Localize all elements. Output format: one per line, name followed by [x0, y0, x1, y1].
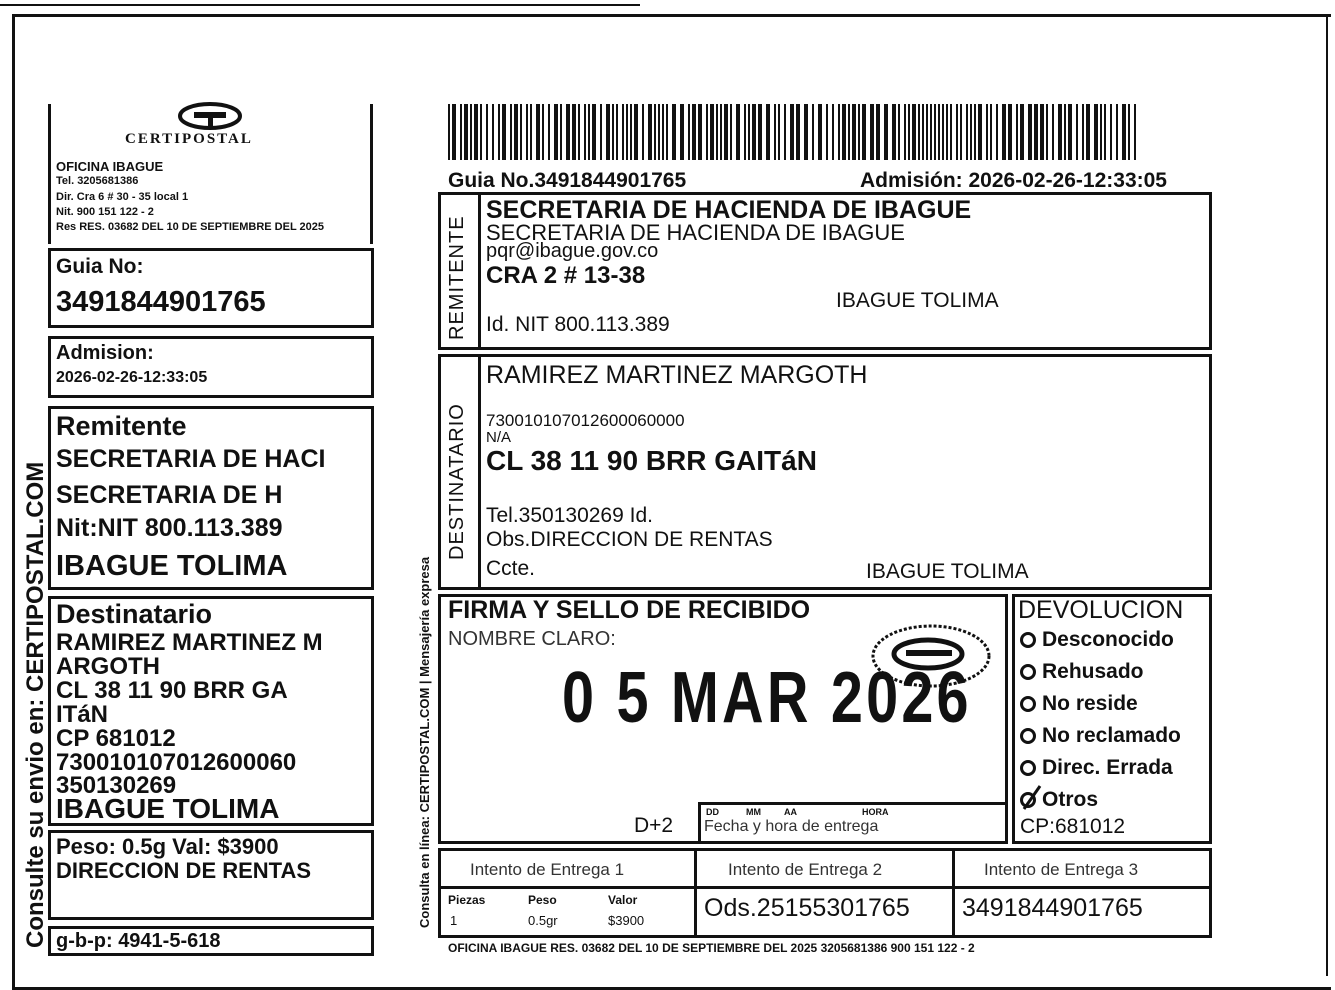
- barcode-bar: [622, 104, 624, 160]
- barcode-bar: [990, 104, 992, 160]
- office-tel: Tel. 3205681386: [56, 175, 139, 187]
- barcode-bar: [716, 104, 718, 160]
- barcode-bar: [654, 104, 656, 160]
- barcode-bar: [606, 104, 610, 160]
- option-label: Rehusado: [1042, 660, 1144, 683]
- barcode-bar: [1110, 104, 1112, 160]
- barcode-bar: [1104, 104, 1106, 160]
- office-name: OFICINA IBAGUE: [56, 159, 164, 174]
- gbp-code: g-b-p: 4941-5-618: [56, 930, 221, 952]
- left-top-border: [48, 104, 51, 244]
- barcode-bar: [720, 104, 722, 160]
- barcode-bar: [460, 104, 462, 160]
- barcode-bar: [1134, 104, 1136, 160]
- barcode-bar: [554, 104, 558, 160]
- top-edge-line: [0, 4, 640, 6]
- barcode-bar: [1116, 104, 1118, 160]
- barcode-bar: [1076, 104, 1078, 160]
- destinatario-tel: Tel.350130269 Id.: [486, 504, 653, 527]
- barcode-bar: [1034, 104, 1038, 160]
- barcode-bar: [1058, 104, 1062, 160]
- office-nit: Nit. 900 151 122 - 2: [56, 206, 154, 218]
- remitente-name: SECRETARIA DE HACIENDA DE IBAGUE: [486, 220, 905, 245]
- radio-icon: [1020, 632, 1036, 648]
- barcode-bar: [1082, 104, 1084, 160]
- barcode-bar: [626, 104, 628, 160]
- vertical-center-url: Consulta en línea: CERTIPOSTAL.COM | Mensajería expresa: [417, 556, 432, 928]
- barcode-bar: [1086, 104, 1090, 160]
- remitente-email: pqr@ibague.gov.co: [486, 240, 659, 262]
- intento-2-label: Intento de Entrega 2: [728, 860, 883, 879]
- barcode-bar: [520, 104, 522, 160]
- destinatario-na: N/A: [486, 429, 512, 446]
- destinatario-ccte: Ccte.: [486, 557, 536, 580]
- footer-text: OFICINA IBAGUE RES. 03682 DEL 10 DE SEPTIEMBRE DEL 2025 3205681386 900 151 122 - 2: [448, 941, 975, 955]
- peso-line: Peso: 0.5g Val: $3900: [56, 834, 279, 859]
- barcode-bar: [832, 104, 834, 160]
- barcode-bar: [1100, 104, 1102, 160]
- barcode-bar: [470, 104, 472, 160]
- devolucion-option-direc-errada[interactable]: [1020, 757, 1173, 778]
- barcode-bar: [560, 104, 562, 160]
- barcode-bar: [578, 104, 580, 160]
- destinatario-name: RAMIREZ MARTINEZ MARGOTH: [486, 361, 868, 389]
- barcode-bar: [588, 104, 590, 160]
- devolucion-option-desconocido[interactable]: [1020, 629, 1174, 650]
- barcode-bar: [950, 104, 952, 160]
- barcode-bar: [1040, 104, 1044, 160]
- barcode-bar: [930, 104, 932, 160]
- barcode-bar: [1052, 104, 1054, 160]
- intento-1-label: Intento de Entrega 1: [470, 860, 625, 879]
- barcode-bar: [842, 104, 846, 160]
- barcode-bar: [892, 104, 896, 160]
- barcode-bar: [692, 104, 696, 160]
- barcode-bar: [784, 104, 786, 160]
- devolucion-title: DEVOLUCION: [1018, 596, 1184, 624]
- left-destinatario-line: ITáN: [56, 701, 109, 728]
- barcode-bar: [942, 104, 944, 160]
- barcode-bar: [956, 104, 958, 160]
- barcode-bar: [510, 104, 512, 160]
- remitente-city: IBAGUE TOLIMA: [836, 289, 999, 312]
- piezas-label: Piezas: [448, 893, 486, 907]
- certipostal-logo: [160, 100, 310, 158]
- barcode-bar: [642, 104, 644, 160]
- stamp-date: 0 5 MAR 2026: [562, 658, 972, 738]
- barcode-bar: [1068, 104, 1072, 160]
- destinatario-side-label: DESTINATARIO: [446, 403, 468, 560]
- destinatario-obs: Obs.DIRECCION DE RENTAS: [486, 528, 773, 551]
- barcode-bar: [612, 104, 614, 160]
- barcode-bar: [946, 104, 948, 160]
- barcode-bar: [666, 104, 668, 160]
- vertical-consulte: Consulte su envio en: CERTIPOSTAL.COM: [22, 461, 49, 948]
- remitente-name-bold: SECRETARIA DE HACIENDA DE IBAGUE: [486, 196, 972, 224]
- barcode-bar: [616, 104, 618, 160]
- barcode-bar: [1094, 104, 1098, 160]
- remitente-id: Id. NIT 800.113.389: [486, 313, 670, 336]
- destinatario-city: IBAGUE TOLIMA: [866, 560, 1029, 583]
- barcode-bar: [938, 104, 940, 160]
- barcode-bar: [852, 104, 856, 160]
- left-destinatario-line: RAMIREZ MARTINEZ M: [56, 629, 323, 656]
- valor-label: Valor: [608, 893, 638, 907]
- barcode-bar: [448, 104, 450, 160]
- left-remitente-line: Nit:NIT 800.113.389: [56, 514, 283, 542]
- brand-name: CERTIPOSTAL: [125, 131, 253, 147]
- piezas-value: 1: [450, 913, 458, 928]
- guia-number: 3491844901765: [56, 286, 266, 318]
- right-edge-line: [1326, 16, 1328, 976]
- header-admision: Admisión: 2026-02-26-12:33:05: [860, 169, 1167, 192]
- barcode-bar: [908, 104, 910, 160]
- barcode-bar: [848, 104, 850, 160]
- barcode-bar: [688, 104, 690, 160]
- barcode-bar: [710, 104, 714, 160]
- barcode-bar: [752, 104, 756, 160]
- barcode-bar: [542, 104, 544, 160]
- peso-label-table: Peso: [528, 893, 557, 907]
- left-remitente-line: SECRETARIA DE HACI: [56, 445, 326, 473]
- firma-title: FIRMA Y SELLO DE RECIBIDO: [448, 596, 811, 624]
- barcode-bar: [862, 104, 866, 160]
- barcode-bar: [1020, 104, 1024, 160]
- office-dir: Dir. Cra 6 # 30 - 35 local 1: [56, 191, 189, 203]
- barcode-bar: [452, 104, 456, 160]
- barcode-bar: [548, 104, 550, 160]
- left-destinatario-line: IBAGUE TOLIMA: [56, 793, 280, 824]
- radio-icon: [1020, 696, 1036, 712]
- barcode-bar: [526, 104, 528, 160]
- barcode-bar: [766, 104, 770, 160]
- barcode-bar: [592, 104, 596, 160]
- option-label: No reside: [1042, 692, 1138, 715]
- barcode-bar: [464, 104, 468, 160]
- barcode-bar: [804, 104, 808, 160]
- left-destinatario-line: CP 681012: [56, 725, 176, 752]
- barcode-bar: [796, 104, 800, 160]
- ods-number: Ods.25155301765: [704, 894, 910, 922]
- left-destinatario-line: 730010107012600060: [56, 749, 297, 776]
- dplus: D+2: [634, 814, 674, 837]
- barcode-bar: [662, 104, 664, 160]
- barcode-bar: [758, 104, 762, 160]
- devolucion-option-rehusado[interactable]: [1020, 661, 1144, 682]
- intento-3-label: Intento de Entrega 3: [984, 860, 1139, 879]
- option-label: Desconocido: [1042, 628, 1174, 651]
- barcode-bar: [584, 104, 586, 160]
- guia-label: Guia No:: [56, 255, 144, 278]
- remitente-side-label: REMITENTE: [446, 215, 468, 340]
- barcode-bar: [812, 104, 814, 160]
- barcode-bar: [706, 104, 708, 160]
- barcode-bar: [818, 104, 822, 160]
- barcode-bar: [926, 104, 928, 160]
- intentos-vline-1: [694, 850, 697, 936]
- left-top-border-right: [370, 104, 373, 244]
- barcode-bar: [474, 104, 478, 160]
- left-remitente-label: Remitente: [56, 411, 187, 441]
- barcode: [448, 104, 1144, 160]
- barcode-bar: [514, 104, 518, 160]
- destinatario-address: CL 38 11 90 BRR GAITáN: [486, 445, 817, 476]
- left-remitente-line: SECRETARIA DE H: [56, 481, 283, 509]
- barcode-bar: [566, 104, 570, 160]
- barcode-bar: [724, 104, 728, 160]
- barcode-bar: [1016, 104, 1018, 160]
- barcode-bar: [536, 104, 540, 160]
- barcode-bar: [730, 104, 732, 160]
- barcode-bar: [600, 104, 602, 160]
- left-destinatario-line: 350130269: [56, 772, 177, 799]
- fecha-header-mm: MM: [746, 807, 761, 817]
- barcode-bar: [572, 104, 576, 160]
- left-remitente-line: IBAGUE TOLIMA: [56, 550, 288, 582]
- fecha-header-aa: AA: [784, 807, 797, 817]
- devolucion-cp: CP:681012: [1020, 815, 1126, 838]
- barcode-bar: [790, 104, 794, 160]
- barcode-bar: [736, 104, 740, 160]
- barcode-bar: [1128, 104, 1130, 160]
- barcode-bar: [530, 104, 532, 160]
- barcode-bar: [876, 104, 880, 160]
- barcode-bar: [1122, 104, 1126, 160]
- office-res: Res RES. 03682 DEL 10 DE SEPTIEMBRE DEL 2025: [56, 221, 324, 233]
- barcode-bar: [934, 104, 936, 160]
- barcode-bar: [826, 104, 828, 160]
- barcode-bar: [974, 104, 976, 160]
- peso-value-table: 0.5gr: [528, 913, 558, 928]
- option-label: Direc. Errada: [1042, 756, 1173, 779]
- barcode-bar: [884, 104, 888, 160]
- barcode-bar: [492, 104, 494, 160]
- barcode-bar: [658, 104, 660, 160]
- destinatario-code: 730010107012600060000: [486, 411, 685, 430]
- barcode-bar: [774, 104, 776, 160]
- barcode-bar: [634, 104, 638, 160]
- barcode-bar: [922, 104, 924, 160]
- option-label: No reclamado: [1042, 724, 1181, 747]
- barcode-bar: [960, 104, 962, 160]
- barcode-bar: [1028, 104, 1032, 160]
- option-label: Otros: [1042, 788, 1099, 811]
- barcode-bar: [1002, 104, 1006, 160]
- barcode-bar: [966, 104, 968, 160]
- barcode-bar: [858, 104, 860, 160]
- barcode-bar: [898, 104, 900, 160]
- left-destinatario-label: Destinatario: [56, 599, 213, 629]
- radio-icon: [1020, 664, 1036, 680]
- left-destinatario-line: CL 38 11 90 BRR GA: [56, 677, 288, 704]
- barcode-bar: [912, 104, 916, 160]
- barcode-bar: [996, 104, 998, 160]
- left-destinatario-line: ARGOTH: [56, 653, 160, 680]
- radio-icon: [1020, 728, 1036, 744]
- barcode-bar: [978, 104, 982, 160]
- barcode-bar: [480, 104, 482, 160]
- barcode-bar: [748, 104, 750, 160]
- admision-label: Admision:: [56, 342, 154, 364]
- fecha-header-hora: HORA: [862, 807, 889, 817]
- intento-guia-number: 3491844901765: [962, 894, 1143, 922]
- barcode-bar: [1008, 104, 1012, 160]
- barcode-bar: [698, 104, 702, 160]
- barcode-bar: [744, 104, 746, 160]
- intentos-vline-2: [952, 850, 955, 936]
- barcode-bar: [970, 104, 972, 160]
- barcode-bar: [648, 104, 652, 160]
- remitente-address: CRA 2 # 13-38: [486, 262, 646, 289]
- barcode-bar: [986, 104, 988, 160]
- barcode-bar: [1046, 104, 1048, 160]
- fecha-label: Fecha y hora de entrega: [704, 818, 879, 835]
- nombre-claro: NOMBRE CLARO:: [448, 628, 616, 650]
- barcode-bar: [904, 104, 906, 160]
- remitente-divider: [478, 194, 481, 348]
- barcode-bar: [778, 104, 780, 160]
- devolucion-option-no-reside[interactable]: [1020, 693, 1138, 714]
- header-guia: Guia No.3491844901765: [448, 169, 687, 192]
- radio-icon: [1020, 760, 1036, 776]
- valor-value: $3900: [608, 913, 645, 928]
- barcode-bar: [672, 104, 676, 160]
- devolucion-option-no-reclamado[interactable]: [1020, 725, 1181, 746]
- barcode-bar: [870, 104, 874, 160]
- barcode-bar: [498, 104, 500, 160]
- obs-line: DIRECCION DE RENTAS: [56, 858, 312, 883]
- fecha-header-dd: DD: [706, 807, 719, 817]
- barcode-bar: [502, 104, 506, 160]
- intentos-hline: [440, 886, 1210, 889]
- barcode-bar: [486, 104, 488, 160]
- barcode-bar: [680, 104, 684, 160]
- barcode-bar: [838, 104, 840, 160]
- barcode-bar: [630, 104, 632, 160]
- admision-value: 2026-02-26-12:33:05: [56, 369, 208, 386]
- destinatario-divider: [478, 356, 481, 588]
- barcode-bar: [1064, 104, 1066, 160]
- barcode-bar: [918, 104, 920, 160]
